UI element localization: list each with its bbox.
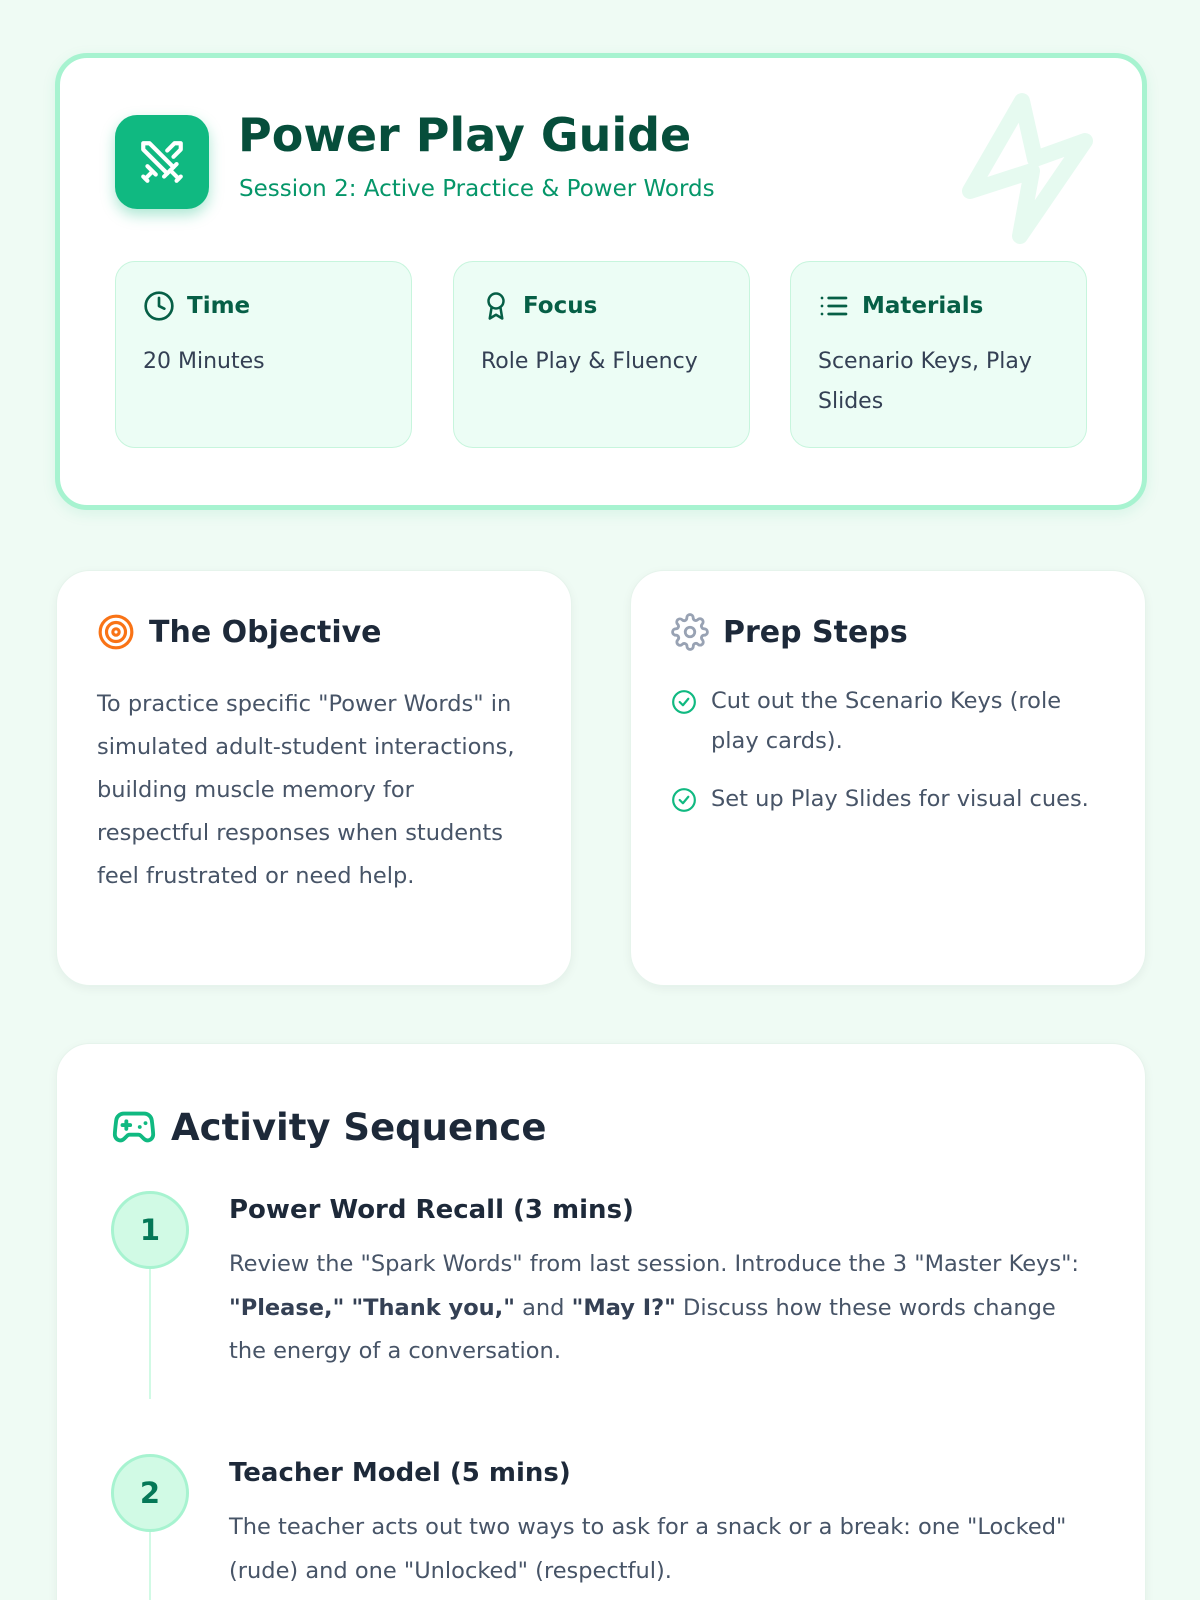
logo-badge (115, 115, 209, 209)
prep-item-text: Set up Play Slides for visual cues. (711, 786, 1089, 812)
prep-item-text: Cut out the Scenario Keys (role play cards). (711, 688, 1062, 754)
award-ribbon-icon (481, 290, 511, 322)
objective-heading (97, 613, 382, 651)
info-box-materials (790, 261, 1087, 448)
info-value: 20 Minutes (143, 349, 265, 374)
list-item (671, 779, 1101, 819)
header-card (55, 53, 1147, 510)
gamepad-icon (111, 1104, 157, 1150)
info-box-time (115, 261, 412, 448)
objective-card (56, 570, 572, 986)
step-number-badge: 2 (111, 1454, 189, 1532)
info-value: Scenario Keys, Play Slides (818, 349, 1032, 414)
prep-title: Prep Steps (723, 614, 908, 650)
prep-heading (671, 613, 908, 651)
step-desc-text: Discuss how these words change the energy of a conversation. (229, 1294, 1056, 1364)
info-label: Focus (523, 293, 598, 319)
step-title: Power Word Recall (3 mins) (229, 1195, 634, 1225)
keyword-please: "Please," (229, 1294, 345, 1321)
step-desc-text: and (522, 1294, 565, 1321)
keyword-thank-you: "Thank you," (351, 1294, 515, 1321)
list-item (671, 681, 1101, 761)
objective-title: The Objective (149, 614, 382, 650)
prep-list (671, 681, 1101, 837)
keyword-may-i: "May I?" (571, 1294, 676, 1321)
timeline-connector (149, 1269, 151, 1399)
check-circle-icon (671, 787, 697, 813)
check-circle-icon (671, 689, 697, 715)
timeline-connector (149, 1532, 151, 1600)
gear-icon (671, 613, 709, 651)
step-title: Teacher Model (5 mins) (229, 1458, 571, 1488)
clock-icon (143, 290, 175, 322)
info-value: Role Play & Fluency (481, 349, 698, 374)
page-subtitle: Session 2: Active Practice & Power Words (239, 176, 715, 202)
info-label: Materials (862, 293, 984, 319)
step-number-badge: 1 (111, 1191, 189, 1269)
activity-card (56, 1043, 1146, 1600)
activity-step-1 (111, 1191, 1080, 1441)
step-description: The teacher acts out two ways to ask for a snack or a break: one "Locked" (rude) and one "Unlocked" (respectful). (229, 1514, 1067, 1584)
page-title: Power Play Guide (238, 108, 692, 162)
info-box-focus (453, 261, 750, 448)
activity-heading (111, 1104, 546, 1150)
activity-title: Activity Sequence (171, 1105, 547, 1149)
step-description (229, 1243, 1079, 1374)
activity-step-2 (111, 1454, 1071, 1600)
swords-icon (137, 137, 187, 187)
lightning-bolt-icon (960, 91, 1100, 251)
info-label: Time (187, 293, 251, 319)
objective-text: To practice specific "Power Words" in simulated adult-student interactions, building muscle memory for respectful responses when students feel frustrated or need help. (97, 691, 515, 889)
step-desc-text: Review the "Spark Words" from last session. Introduce the 3 "Master Keys": (229, 1251, 1080, 1277)
prep-card (630, 570, 1146, 986)
list-icon (818, 290, 850, 322)
target-icon (97, 613, 135, 651)
